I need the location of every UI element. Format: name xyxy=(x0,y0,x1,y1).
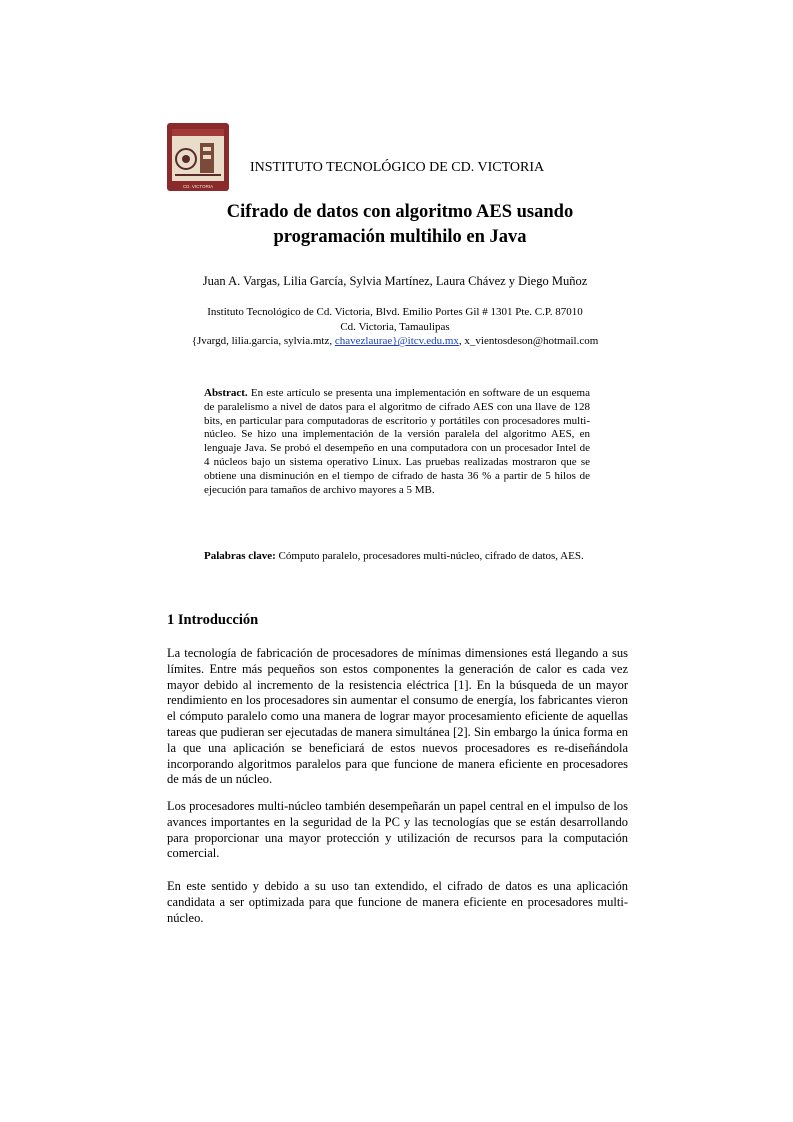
abstract-text: En este artículo se presenta una implementación en software de un esquema de paralelismo a nivel de datos para el algoritmo de cifrado AES con una llave de 128 bits, en particular para computadoras de escritorio y portátiles con procesadores multi-núcleo. Se hizo una implementación de la versión paralela del algoritmo AES, en lenguaje Java. Se probó el desempeño en una computadora con un procesador Intel de 4 núcleos bajo un sistema operativo Linux. Las pruebas realizadas mostraron que se obtiene una disminución en el tiempo de cifrado de hasta 36 % a partir de 5 hilos de ejecución para tamaños de archivo mayores a 5 MB. xyxy=(204,387,590,496)
abstract-label: Abstract. xyxy=(204,387,248,399)
keywords-text: Cómputo paralelo, procesadores multi-núcleo, cifrado de datos, AES. xyxy=(278,550,584,562)
title-line-2: programación multihilo en Java xyxy=(273,227,527,247)
institution-name: INSTITUTO TECNOLÓGICO DE CD. VICTORIA xyxy=(250,160,545,175)
email-link[interactable]: chavezlaurae}@itcv.edu.mx xyxy=(334,335,459,347)
institute-crest-logo xyxy=(167,123,229,191)
title-line-1: Cifrado de datos con algoritmo AES usando xyxy=(226,202,574,222)
author-list: Juan A. Vargas, Lilia García, Sylvia Martínez, Laura Chávez y Diego Muñoz xyxy=(202,274,588,288)
intro-paragraph-3: En este sentido y debido a su uso tan extendido, el cifrado de datos es una aplicación candidata a ser optimizada para que funcione de manera eficiente en procesadores multi-núcleo. xyxy=(167,879,628,925)
crest-icon xyxy=(167,123,229,191)
crest-caption: CD. VICTORIA xyxy=(182,184,214,189)
email-prefix: {Jvargd, lilia.garcia, sylvia.mtz, xyxy=(191,335,335,347)
paper-title xyxy=(150,200,650,250)
intro-paragraph-2: Los procesadores multi-núcleo también desempeñarán un papel central en el impulso de los avances importantes en la seguridad de la PC y las tecnologías que se están desarrollando para proporcionar una mayor protección y utilización de recursos para la computación comercial. xyxy=(167,799,628,861)
keywords-label: Palabras clave: xyxy=(204,550,276,562)
affiliation-block xyxy=(100,305,690,349)
intro-paragraph-1: La tecnología de fabricación de procesadores de mínimas dimensiones está llegando a sus límites. Entre más pequeños son estos componentes la generación de calor es cada vez mayor debido al incremento de la resistencia eléctrica [1]. En la búsqueda de un mayor rendimiento en los procesadores sin aumentar el consumo de energía, los fabricantes vieron el cómputo paralelo como una manera de lograr mayor procesamiento eficiente de aquellas tareas que pudieran ser ejecutadas de manera simultánea [2]. Sin embargo la única forma en la que una aplicación se beneficiará de estos nuevos procesadores es re-diseñándola incorporando algoritmos paralelos para que funcione de manera eficiente en procesadores de más de un núcleo. xyxy=(167,646,628,787)
email-line xyxy=(100,334,690,349)
email-suffix: , x_vientosdeson@hotmail.com xyxy=(458,335,599,347)
section-heading: 1 Introducción xyxy=(167,612,259,628)
affiliation-line-1: Instituto Tecnológico de Cd. Victoria, Blvd. Emilio Portes Gil # 1301 Pte. C.P. 87010 xyxy=(207,306,583,318)
affiliation-line-2: Cd. Victoria, Tamaulipas xyxy=(340,320,450,333)
abstract-block xyxy=(204,387,590,497)
keywords-block xyxy=(204,550,590,564)
